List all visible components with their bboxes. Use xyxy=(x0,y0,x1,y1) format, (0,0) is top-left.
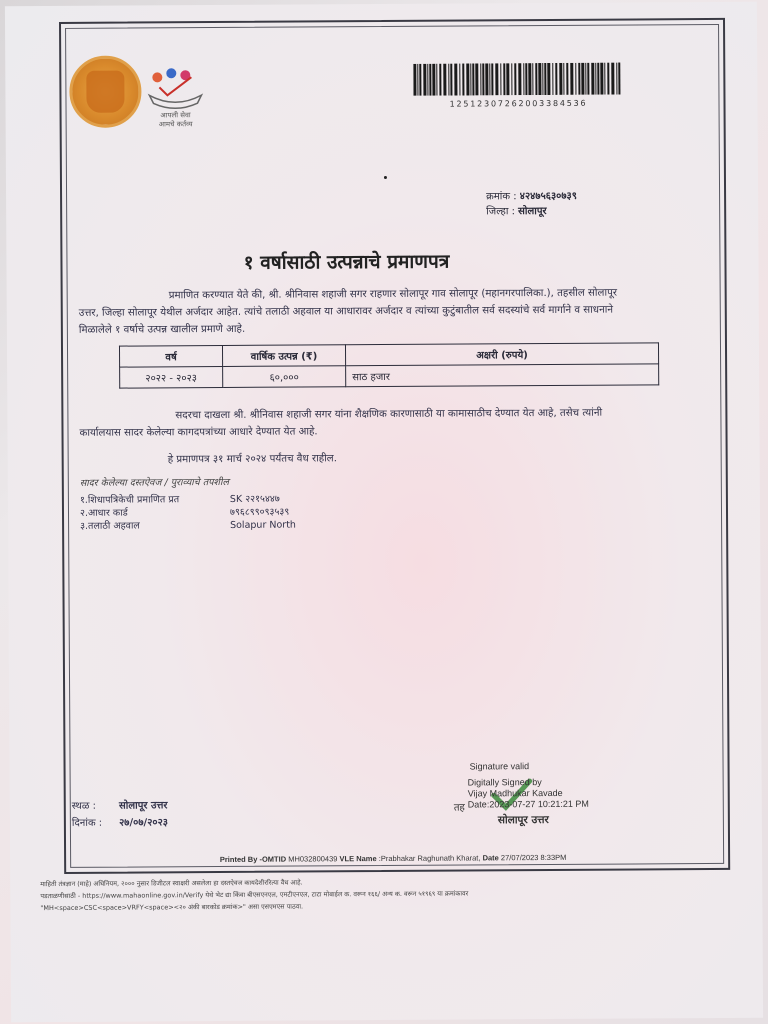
signature-name: Vijay Madhukar Kavade xyxy=(467,787,563,799)
cell-income: ६०,००० xyxy=(223,366,346,388)
government-seal-icon xyxy=(69,55,141,127)
ref-number-value: ४२४७५६३०७३९ xyxy=(519,190,577,203)
footer-line3: "MH<space>CSC<space>VRFY<space><२० अंकी बारकोड क्रमांक>" असा एसएमएस पाठवा. xyxy=(40,902,304,913)
footer-notes xyxy=(40,874,730,914)
certificate-border xyxy=(59,18,730,874)
omtid-label: OMTID xyxy=(261,854,287,864)
reference-block xyxy=(486,189,577,220)
printed-date-label: Date xyxy=(482,853,499,863)
documents-heading: सादर केलेल्या दस्तऐवज / पुराव्याचे तपशील xyxy=(79,476,229,489)
cell-year: २०२२ - २०२३ xyxy=(120,366,223,388)
logo-tagline: आपली सेवा आमचे कर्तव्य xyxy=(158,111,193,129)
vle-value: :Prabhakar Raghunath Kharat, xyxy=(378,853,481,864)
income-table xyxy=(119,342,659,388)
place-date-block xyxy=(72,797,168,832)
footer-line2: पडताळणीसाठी - https://www.mahaonline.gov.in/Verify येथे भेट द्या किंवा बीएसएनएल, एमटीएनएल, टाटा मोबाईल क. वरून १६६/ अन्य क. वरून ५१९६९ या क्रमांकावर xyxy=(40,889,469,901)
signature-office: सोलापूर उत्तर xyxy=(497,813,549,827)
doc-value: SK २२१५४४७ xyxy=(229,493,280,505)
certificate-inner-border xyxy=(65,24,724,868)
list-item xyxy=(80,519,296,533)
col-year: वर्ष xyxy=(119,345,222,367)
signature-valid-label: Signature valid xyxy=(469,761,530,772)
ref-district-value: सोलापूर xyxy=(518,206,547,218)
col-amount-words: अक्षरी (रुपये) xyxy=(345,343,658,366)
vle-label: VLE Name xyxy=(339,854,377,864)
barcode-icon xyxy=(413,63,623,96)
doc-value: Solapur North xyxy=(230,519,296,531)
digital-signature xyxy=(468,777,589,811)
certification-paragraph: प्रमाणित करण्यात येते की, श्री. श्रीनिवास शहाजी सगर राहणार सोलापूर गाव सोलापूर (महानगरपालिका.), तहसील सोलापूर उत्तर, जिल्हा सोलापूर येथील अर्जदार आहेत. त्यांचे तलाठी अहवाल या आधारावर अर्जदार व त्यांच्या कुटुंबातील सर्व सदस्यांचे सर्व मार्गाने व साधनाने मिळालेले १ वर्षाचे उत्पन्न खालील प्रमाणे आहे. xyxy=(78,287,618,336)
signature-prefix: तह xyxy=(453,802,465,814)
ref-number-label: क्रमांक : xyxy=(486,191,517,203)
doc-label: ३.तलाठी अहवाल xyxy=(80,520,140,532)
documents-list xyxy=(80,493,296,533)
validity-paragraph: हे प्रमाणपत्र ३१ मार्च २०२४ पर्यंतच वैध राहील. xyxy=(167,453,337,466)
printed-date-value: 27/07/2023 8:33PM xyxy=(500,852,567,863)
date-label: दिनांक : xyxy=(71,817,103,829)
page-dot xyxy=(384,176,387,179)
footer-line1: माहिती तंत्रज्ञान (माहे) अधिनियम, २००० नुसार डिजीटल स्वाक्षरी असलेला हा दस्तऐवज कायदेशीररित्या वैध आहे. xyxy=(40,878,303,889)
signature-date: Date:2023-07-27 10:21:21 PM xyxy=(467,798,589,810)
doc-value: ७९६८९९०९३५३९ xyxy=(229,506,290,518)
ref-district-label: जिल्हा : xyxy=(486,206,515,218)
doc-label: २.आधार कार्ड xyxy=(79,507,128,519)
certificate-title: १ वर्षासाठी उत्पन्नाचे प्रमाणपत्र xyxy=(243,250,450,274)
list-item xyxy=(80,493,296,507)
date-value: २७/०७/२०२३ xyxy=(119,817,169,829)
printed-label: Printed By - xyxy=(219,854,262,865)
doc-label: १.शिधापत्रिकेची प्रमाणित प्रत xyxy=(79,494,180,506)
barcode-number: 1251230726200338453​6 xyxy=(449,98,588,109)
table-row xyxy=(120,364,659,388)
purpose-paragraph: सदरचा दाखला श्री. श्रीनिवास शहाजी सगर यांना शैक्षणिक कारणासाठी या कामासाठीच देण्यात येत आहे, तसेच त्यांनी कार्यालयास सादर केलेल्या कागदपत्रांच्या आधारे देण्यात येत आहे. xyxy=(79,407,603,439)
certificate-paper xyxy=(5,2,763,1023)
list-item xyxy=(80,506,296,520)
signature-line1: Digitally Signed by xyxy=(467,777,542,788)
col-annual-income: वार्षिक उत्पन्न (₹) xyxy=(222,345,345,367)
place-label: स्थळ : xyxy=(71,800,97,812)
omtid-value: MH032800439 xyxy=(288,854,338,864)
aaple-sarkar-logo-icon xyxy=(145,65,205,135)
place-value: सोलापूर उत्तर xyxy=(118,800,168,812)
cell-words: साठ हजार xyxy=(346,364,659,387)
